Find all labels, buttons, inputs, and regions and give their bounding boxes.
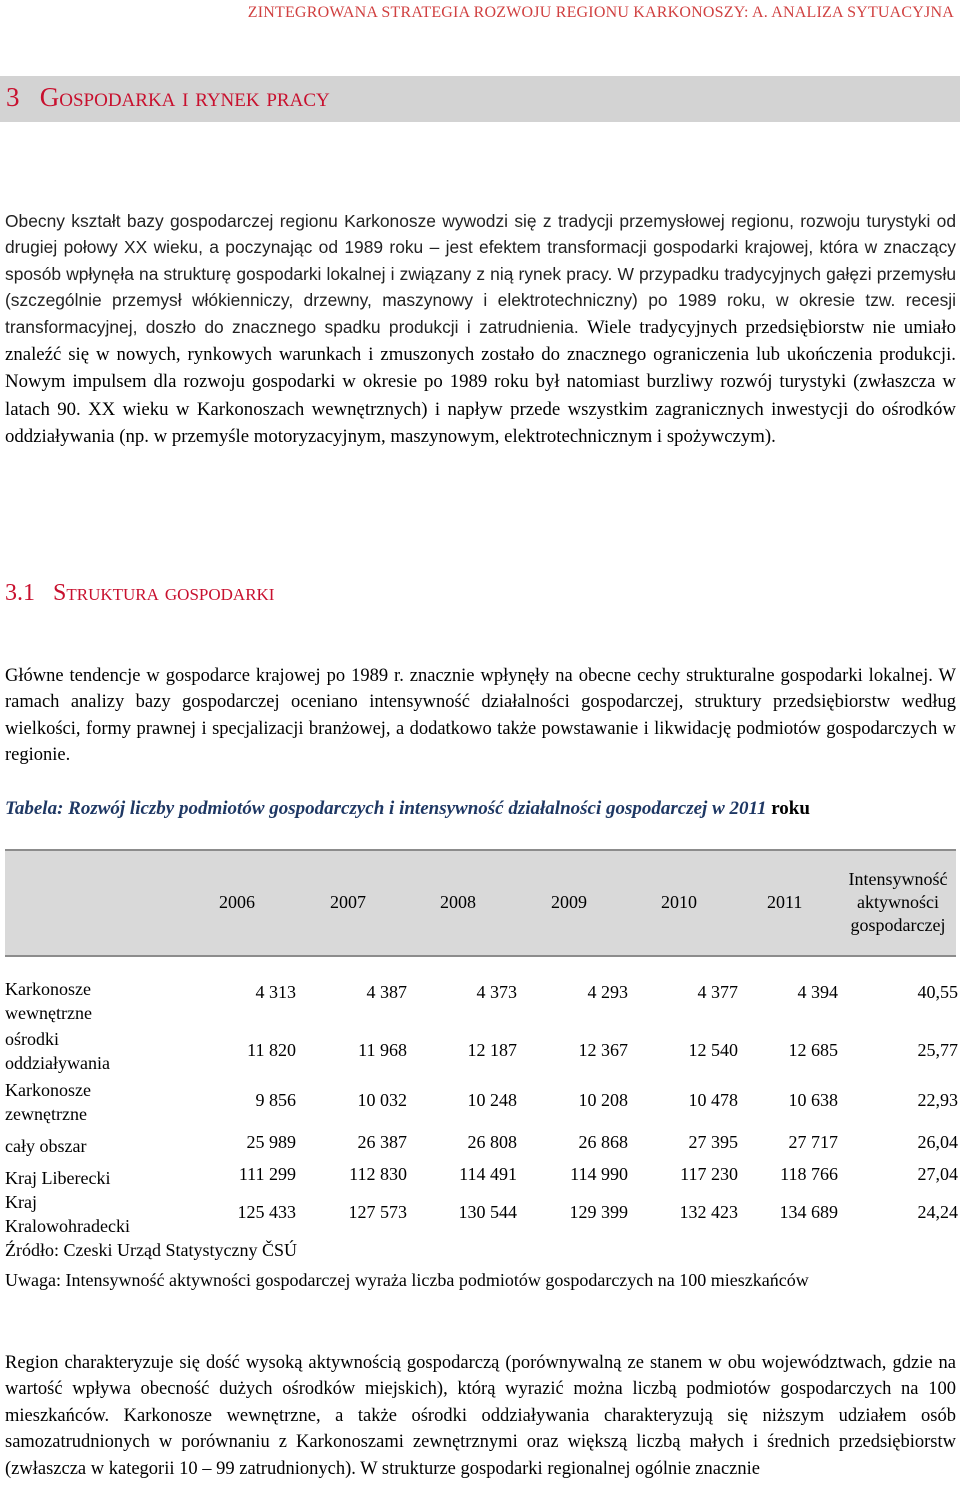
chapter-heading-bar bbox=[0, 76, 960, 122]
table-cell: 4 313 bbox=[255, 982, 296, 1002]
table-caption-tail: roku bbox=[771, 798, 810, 819]
table-cell: 114 990 bbox=[570, 1164, 628, 1184]
table-cell: 127 573 bbox=[348, 1202, 407, 1222]
section-title bbox=[5, 580, 274, 607]
table-caption bbox=[5, 795, 956, 822]
table-cell: 27 395 bbox=[688, 1132, 738, 1152]
table-intensity-cell: 24,24 bbox=[917, 1202, 958, 1222]
table-top-rule bbox=[5, 849, 956, 851]
year-header: 2007 bbox=[330, 892, 366, 912]
section-number: 3.1 bbox=[5, 580, 35, 606]
table-cell: 129 399 bbox=[569, 1202, 628, 1222]
intensity-header-line: gospodarczej bbox=[850, 915, 946, 935]
table-cell: 12 367 bbox=[578, 1040, 628, 1060]
table-caption-text: Tabela: Rozwój liczby podmiotów gospodarczych i intensywność działalności gospodarczej w 2011 bbox=[5, 798, 767, 819]
table-row-label: Kraj Kralowohradecki bbox=[5, 1192, 130, 1236]
table-cell: 132 423 bbox=[679, 1202, 738, 1222]
table-intensity-cell: 22,93 bbox=[917, 1090, 958, 1110]
table-cell: 4 377 bbox=[697, 982, 738, 1002]
table-source: Źródło: Czeski Urząd Statystyczny ČSÚ bbox=[5, 1240, 297, 1260]
table-intensity-cell: 25,77 bbox=[917, 1040, 958, 1060]
section-title-text: Struktura gospodarki bbox=[53, 580, 275, 606]
table-row-label: cały obszar bbox=[5, 1136, 87, 1156]
intro-paragraph-part1: Obecny kształt bazy gospodarczej regionu Karkonosze wywodzi się z tradycji przemysłowej regionu, rozwoju turystyki od drugiej połowy XX wieku, a poczynając od 1989 roku – jest efektem transformacji gospodarki krajowej, która w znaczący sposób wpłynęła na strukturę gospodarki lokalnej i związany z nią rynek pracy. bbox=[5, 211, 956, 284]
table-intensity-cell: 40,55 bbox=[917, 982, 958, 1002]
year-header: 2006 bbox=[219, 892, 255, 912]
year-header: 2011 bbox=[767, 892, 803, 912]
table-cell: 117 230 bbox=[680, 1164, 738, 1184]
table-cell: 4 387 bbox=[366, 982, 407, 1002]
table-header-row bbox=[5, 849, 956, 957]
table-cell: 111 299 bbox=[238, 1164, 296, 1184]
table-cell: 12 685 bbox=[788, 1040, 838, 1060]
chapter-number: 3 bbox=[6, 82, 20, 112]
table-cell: 25 989 bbox=[246, 1132, 296, 1152]
running-header: ZINTEGROWANA STRATEGIA ROZWOJU REGIONU KARKONOSZY: A. ANALIZA SYTUACYJNA bbox=[247, 4, 954, 21]
table-cell: 134 689 bbox=[779, 1202, 838, 1222]
table-cell: 9 856 bbox=[255, 1090, 296, 1110]
chapter-title bbox=[6, 82, 330, 113]
table-cell: 10 638 bbox=[788, 1090, 838, 1110]
table-cell: 12 540 bbox=[688, 1040, 738, 1060]
table-row-label: ośrodki oddziaływania bbox=[5, 1029, 110, 1073]
table-cell: 125 433 bbox=[237, 1202, 296, 1222]
table-cell: 12 187 bbox=[467, 1040, 517, 1060]
table-cell: 11 820 bbox=[247, 1040, 296, 1060]
table-cell: 10 032 bbox=[357, 1090, 407, 1110]
table-intensity-cell: 26,04 bbox=[917, 1132, 958, 1152]
table-cell: 130 544 bbox=[458, 1202, 517, 1222]
table-cell: 26 808 bbox=[467, 1132, 517, 1152]
table-note: Uwaga: Intensywność aktywności gospodarczej wyraża liczba podmiotów gospodarczych na 100 mieszkańców bbox=[5, 1270, 809, 1290]
closing-paragraph: Region charakteryzuje się dość wysoką aktywnością gospodarczą (porównywalną ze stanem w obu województwach, gdzie na wartość wpływa obecność dużych ośrodków miejskich), którą wyrazić można liczbą podmiotów gospodarczych na 100 mieszkańców. Karkonosze wewnętrzne, a także ośrodki oddziaływania charakteryzują się niższym udziałem osób samozatrudnionych w porównaniu z Karkonoszami zewnętrznymi oraz większą liczbą małych i średnich przedsiębiorstw (zwłaszcza w kategorii 10 – 99 zatrudnionych). W strukturze gospodarki regionalnej ogólnie znacznie bbox=[5, 1353, 956, 1479]
year-header: 2008 bbox=[440, 892, 476, 912]
table-cell: 112 830 bbox=[349, 1164, 407, 1184]
year-header: 2010 bbox=[661, 892, 697, 912]
intensity-header-line: aktywności bbox=[857, 892, 939, 912]
table-cell: 10 478 bbox=[688, 1090, 738, 1110]
table-cell: 26 868 bbox=[578, 1132, 628, 1152]
intensity-header-line: Intensywność bbox=[848, 869, 948, 889]
intro-paragraph-part2: W przypadku tradycyjnych gałęzi przemysłu (szczególnie przemysł włókienniczy, drzewny, maszynowy i elektrotechniczny) po 1989 roku, w okresie tzw. recesji transformacyjnej, doszło do znacznego spadku produkcji i zatrudnienia. bbox=[5, 263, 957, 337]
table-cell: 4 394 bbox=[797, 982, 838, 1002]
table-cell: 26 387 bbox=[357, 1132, 407, 1152]
section-paragraph: Główne tendencje w gospodarce krajowej po 1989 r. znacznie wpłynęły na obecne cechy strukturalne gospodarki lokalnej. W ramach analizy bazy gospodarczej oceniano intensywność działalności gospodarczej, struktury przedsiębiorstw według wielkości, formy prawnej i specjalizacji branżowej, a dodatkowo także powstawanie i likwidację podmiotów gospodarczych w regionie. bbox=[5, 666, 956, 766]
table-intensity-cell: 27,04 bbox=[917, 1164, 958, 1184]
table-cell: 10 248 bbox=[467, 1090, 517, 1110]
table-cell: 114 491 bbox=[459, 1164, 517, 1184]
table-cell: 4 293 bbox=[587, 982, 628, 1002]
intro-paragraph bbox=[5, 208, 956, 451]
table-cell: 10 208 bbox=[578, 1090, 628, 1110]
table-cell: 4 373 bbox=[476, 982, 517, 1002]
table-cell: 118 766 bbox=[780, 1164, 838, 1184]
table-row-label: Karkonosze zewnętrzne bbox=[5, 1080, 91, 1124]
intensity-header bbox=[838, 868, 958, 937]
intro-paragraph-part3: Wiele tradycyjnych przedsiębiorstw nie umiało znaleźć się w nowych, rynkowych warunkach i zmuszonych zostało do znacznego ograniczenia lub ukończenia produkcji. Nowym impulsem dla rozwoju gospodarki w okresie po 1989 roku był natomiast burzliwy rozwój turystyki (zwłaszcza w latach 90. XX wieku w Karkonoszach wewnętrznych) i napływ przede wszystkim zagranicznych inwestycji do ośrodków oddziaływania (np. w przemyśle motoryzacyjnym, maszynowym, elektrotechnicznym i spożywczym). bbox=[5, 316, 956, 448]
table-cell: 27 717 bbox=[788, 1132, 838, 1152]
table-row-label: Kraj Liberecki bbox=[5, 1168, 111, 1188]
table-header-rule bbox=[5, 955, 956, 957]
table-row-label: Karkonosze wewnętrzne bbox=[5, 979, 92, 1023]
chapter-title-text: Gospodarka i rynek pracy bbox=[39, 82, 330, 112]
year-header: 2009 bbox=[551, 892, 587, 912]
table-cell: 11 968 bbox=[358, 1040, 407, 1060]
